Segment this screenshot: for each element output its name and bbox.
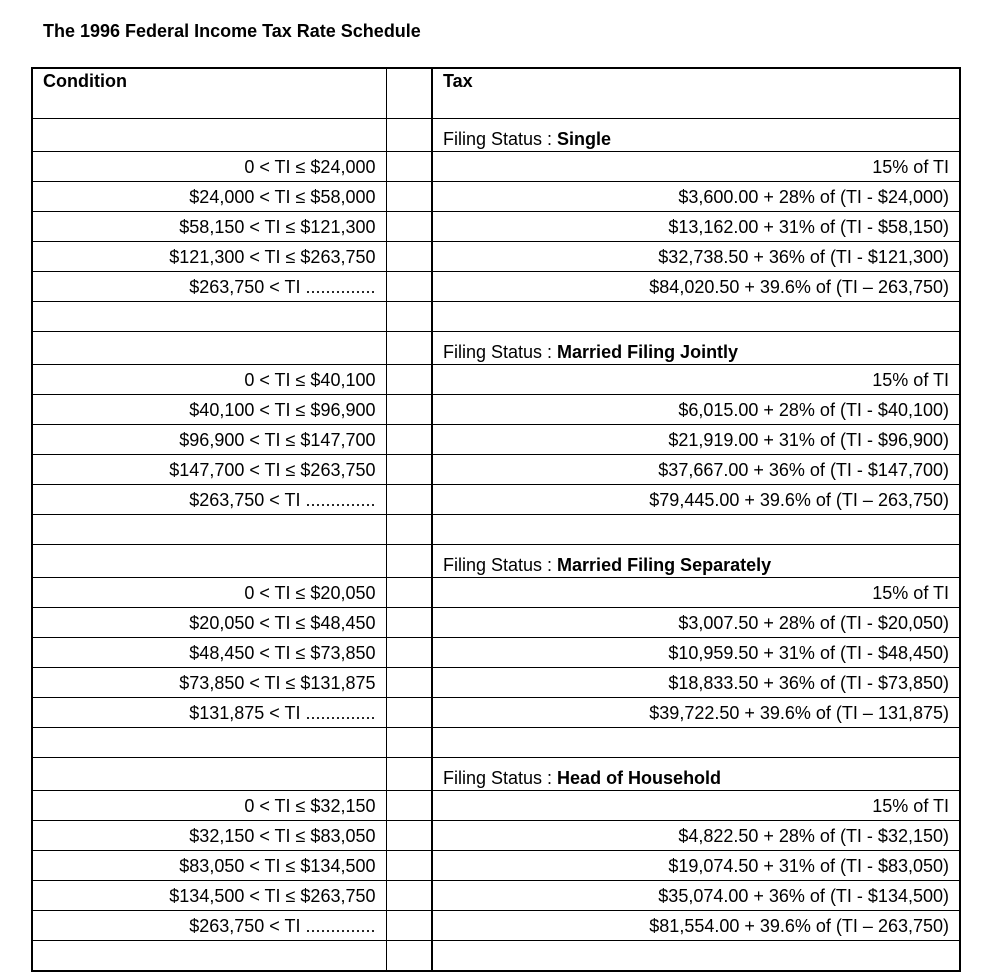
gap-cell [386, 68, 432, 119]
bracket-condition: $20,050 < TI ≤ $48,450 [32, 608, 386, 638]
bracket-condition: $40,100 < TI ≤ $96,900 [32, 395, 386, 425]
spacer-row [32, 515, 960, 545]
gap-cell [386, 152, 432, 182]
bracket-row [32, 911, 960, 941]
bracket-row [32, 485, 960, 515]
bracket-row [32, 668, 960, 698]
filing-status-cell [432, 119, 960, 152]
gap-cell [386, 638, 432, 668]
bracket-condition: $73,850 < TI ≤ $131,875 [32, 668, 386, 698]
bracket-tax-formula: $84,020.50 + 39.6% of (TI – 263,750) [432, 272, 960, 302]
spacer-cell [32, 728, 386, 758]
bracket-tax-formula: 15% of TI [432, 578, 960, 608]
bracket-tax-formula: $21,919.00 + 31% of (TI - $96,900) [432, 425, 960, 455]
filing-status-value: Married Filing Jointly [557, 342, 739, 362]
bracket-tax-formula: 15% of TI [432, 152, 960, 182]
spacer-cell [432, 941, 960, 972]
bracket-condition: $48,450 < TI ≤ $73,850 [32, 638, 386, 668]
bracket-tax-formula: $10,959.50 + 31% of (TI - $48,450) [432, 638, 960, 668]
bracket-tax-formula: $3,007.50 + 28% of (TI - $20,050) [432, 608, 960, 638]
gap-cell [386, 302, 432, 332]
status-condition-empty-cell [32, 332, 386, 365]
bracket-condition: 0 < TI ≤ $32,150 [32, 791, 386, 821]
gap-cell [386, 578, 432, 608]
filing-status-label: Filing Status : [443, 342, 558, 362]
tax-header: Tax [432, 68, 960, 119]
filing-status-row [32, 119, 960, 152]
filing-status-label: Filing Status : [443, 129, 558, 149]
gap-cell [386, 851, 432, 881]
gap-cell [386, 395, 432, 425]
spacer-row [32, 941, 960, 972]
schedule-body [32, 68, 960, 971]
bracket-row [32, 578, 960, 608]
bracket-condition: 0 < TI ≤ $24,000 [32, 152, 386, 182]
gap-cell [386, 455, 432, 485]
spacer-cell [32, 515, 386, 545]
filing-status-value: Married Filing Separately [557, 555, 772, 575]
bracket-tax-formula: $35,074.00 + 36% of (TI - $134,500) [432, 881, 960, 911]
bracket-tax-formula: $19,074.50 + 31% of (TI - $83,050) [432, 851, 960, 881]
bracket-condition: 0 < TI ≤ $20,050 [32, 578, 386, 608]
gap-cell [386, 941, 432, 972]
bracket-condition: $24,000 < TI ≤ $58,000 [32, 182, 386, 212]
bracket-tax-formula: $81,554.00 + 39.6% of (TI – 263,750) [432, 911, 960, 941]
gap-cell [386, 425, 432, 455]
bracket-condition: $83,050 < TI ≤ $134,500 [32, 851, 386, 881]
bracket-tax-formula: $3,600.00 + 28% of (TI - $24,000) [432, 182, 960, 212]
bracket-tax-formula: $6,015.00 + 28% of (TI - $40,100) [432, 395, 960, 425]
bracket-condition: 0 < TI ≤ $40,100 [32, 365, 386, 395]
bracket-row [32, 212, 960, 242]
gap-cell [386, 545, 432, 578]
gap-cell [386, 911, 432, 941]
bracket-condition: $58,150 < TI ≤ $121,300 [32, 212, 386, 242]
bracket-row [32, 638, 960, 668]
bracket-tax-formula: 15% of TI [432, 791, 960, 821]
gap-cell [386, 728, 432, 758]
bracket-tax-formula: 15% of TI [432, 365, 960, 395]
bracket-tax-formula: $13,162.00 + 31% of (TI - $58,150) [432, 212, 960, 242]
bracket-tax-formula: $32,738.50 + 36% of (TI - $121,300) [432, 242, 960, 272]
gap-cell [386, 119, 432, 152]
gap-cell [386, 608, 432, 638]
bracket-condition: $32,150 < TI ≤ $83,050 [32, 821, 386, 851]
gap-cell [386, 242, 432, 272]
gap-cell [386, 821, 432, 851]
spacer-cell [432, 302, 960, 332]
spacer-cell [32, 941, 386, 972]
filing-status-cell [432, 332, 960, 365]
tax-rate-schedule-table [31, 67, 961, 972]
bracket-row [32, 395, 960, 425]
gap-cell [386, 758, 432, 791]
spacer-cell [432, 728, 960, 758]
bracket-condition: $96,900 < TI ≤ $147,700 [32, 425, 386, 455]
filing-status-label: Filing Status : [443, 555, 558, 575]
gap-cell [386, 332, 432, 365]
filing-status-label: Filing Status : [443, 768, 558, 788]
bracket-row [32, 272, 960, 302]
bracket-row [32, 698, 960, 728]
bracket-tax-formula: $79,445.00 + 39.6% of (TI – 263,750) [432, 485, 960, 515]
gap-cell [386, 485, 432, 515]
gap-cell [386, 881, 432, 911]
filing-status-cell [432, 545, 960, 578]
filing-status-value: Single [557, 129, 612, 149]
condition-header: Condition [32, 68, 386, 119]
filing-status-row [32, 545, 960, 578]
status-condition-empty-cell [32, 758, 386, 791]
bracket-row [32, 791, 960, 821]
bracket-condition: $263,750 < TI .............. [32, 911, 386, 941]
gap-cell [386, 182, 432, 212]
bracket-tax-formula: $18,833.50 + 36% of (TI - $73,850) [432, 668, 960, 698]
filing-status-value: Head of Household [557, 768, 722, 788]
bracket-condition: $131,875 < TI .............. [32, 698, 386, 728]
spacer-cell [432, 515, 960, 545]
bracket-row [32, 455, 960, 485]
page-title: The 1996 Federal Income Tax Rate Schedule [43, 21, 421, 41]
bracket-row [32, 851, 960, 881]
bracket-tax-formula: $37,667.00 + 36% of (TI - $147,700) [432, 455, 960, 485]
bracket-row [32, 608, 960, 638]
bracket-row [32, 425, 960, 455]
filing-status-cell [432, 758, 960, 791]
gap-cell [386, 515, 432, 545]
bracket-row [32, 182, 960, 212]
bracket-condition: $263,750 < TI .............. [32, 485, 386, 515]
header-row [32, 68, 960, 119]
spacer-row [32, 728, 960, 758]
bracket-row [32, 881, 960, 911]
status-condition-empty-cell [32, 119, 386, 152]
bracket-condition: $263,750 < TI .............. [32, 272, 386, 302]
bracket-tax-formula: $4,822.50 + 28% of (TI - $32,150) [432, 821, 960, 851]
filing-status-row [32, 332, 960, 365]
bracket-condition: $134,500 < TI ≤ $263,750 [32, 881, 386, 911]
gap-cell [386, 698, 432, 728]
bracket-row [32, 152, 960, 182]
gap-cell [386, 212, 432, 242]
filing-status-row [32, 758, 960, 791]
bracket-tax-formula: $39,722.50 + 39.6% of (TI – 131,875) [432, 698, 960, 728]
bracket-row [32, 821, 960, 851]
gap-cell [386, 272, 432, 302]
bracket-row [32, 365, 960, 395]
spacer-row [32, 302, 960, 332]
gap-cell [386, 668, 432, 698]
bracket-condition: $121,300 < TI ≤ $263,750 [32, 242, 386, 272]
bracket-row [32, 242, 960, 272]
bracket-condition: $147,700 < TI ≤ $263,750 [32, 455, 386, 485]
spacer-cell [32, 302, 386, 332]
status-condition-empty-cell [32, 545, 386, 578]
gap-cell [386, 791, 432, 821]
gap-cell [386, 365, 432, 395]
